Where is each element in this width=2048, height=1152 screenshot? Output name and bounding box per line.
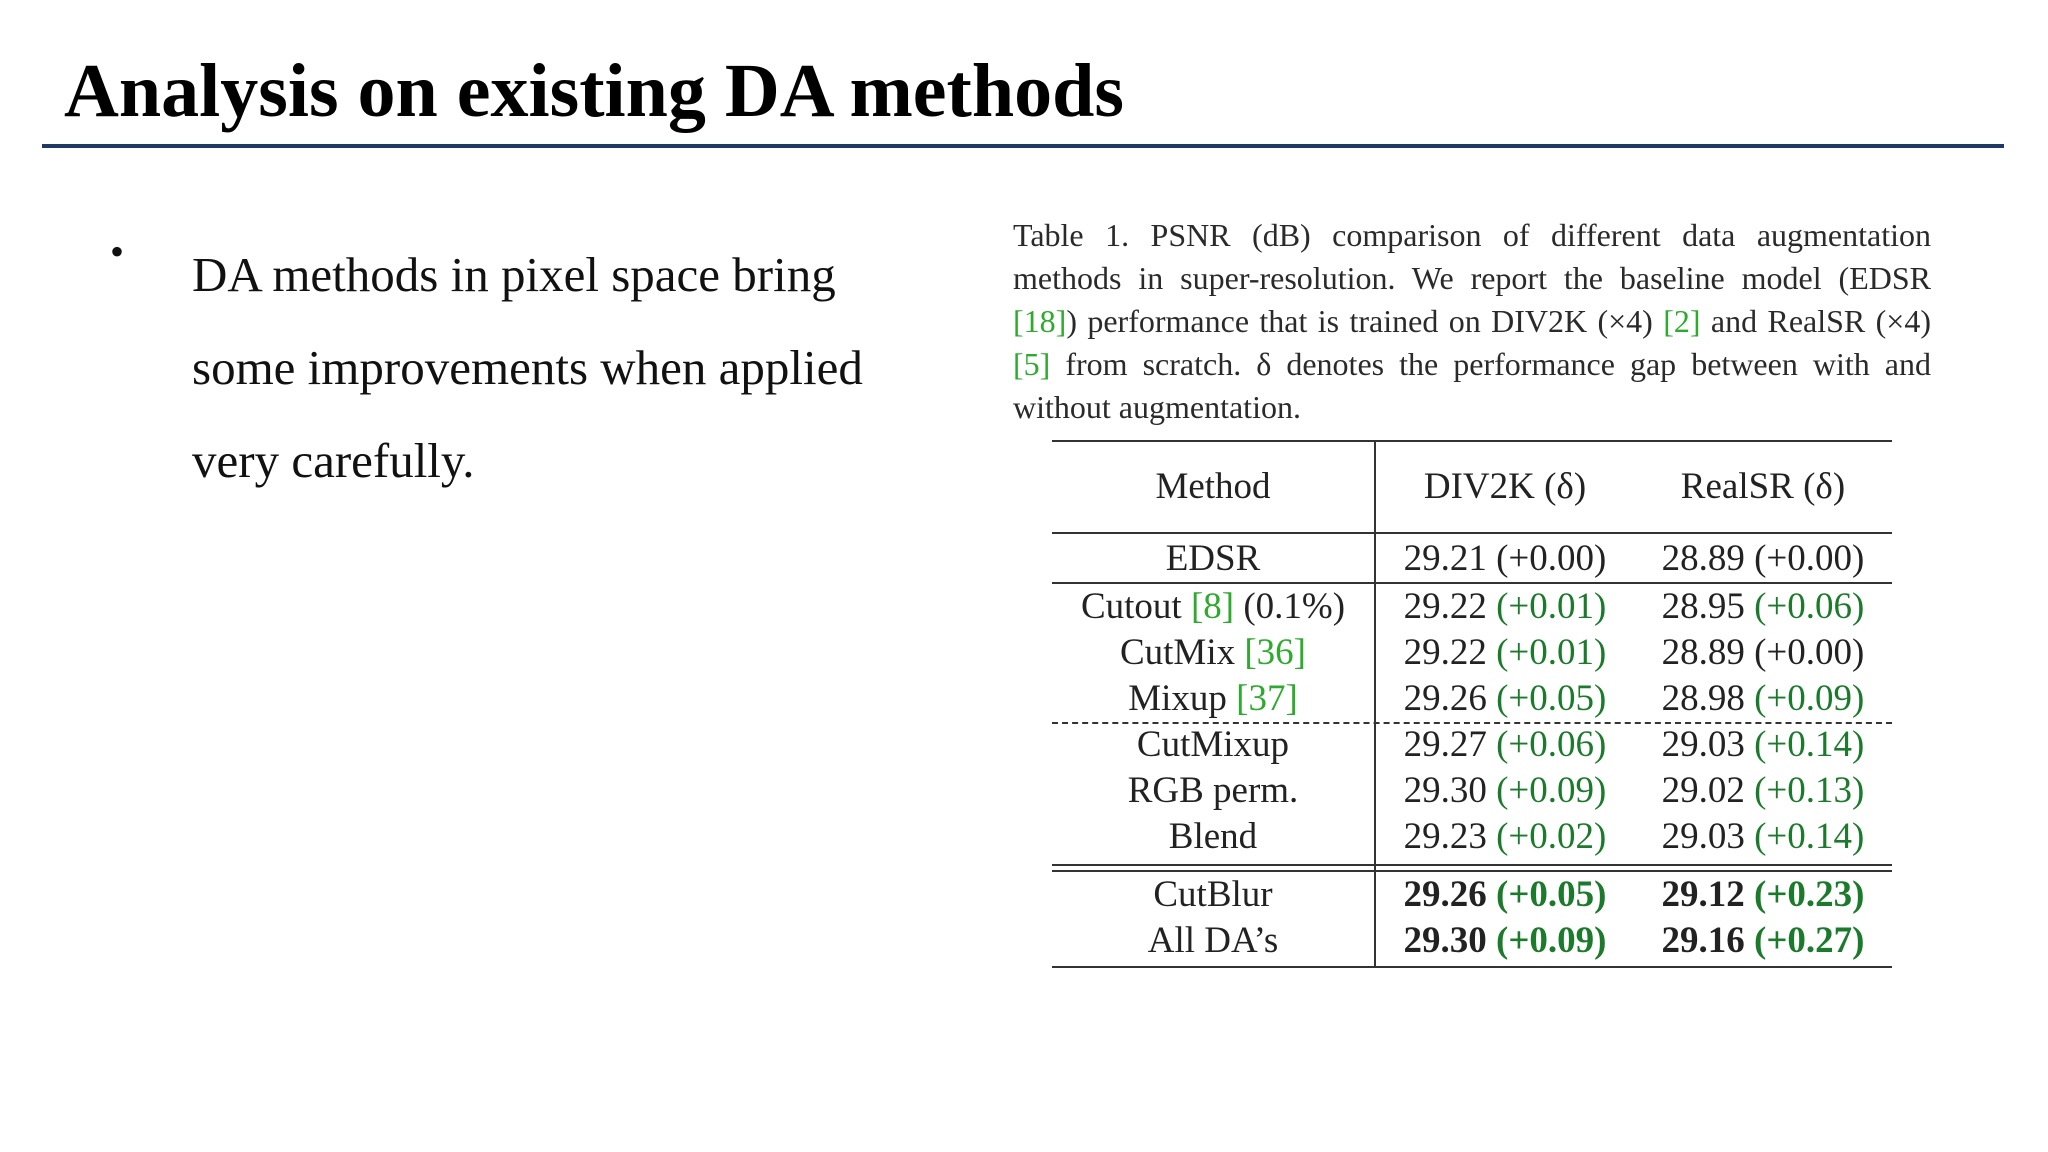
- realsr-cell: 29.03 (+0.14): [1661, 816, 1865, 857]
- table-row-baseline: [1052, 536, 1892, 582]
- header-rule: [1052, 532, 1892, 534]
- table-row: [1052, 630, 1892, 676]
- bullet-point: [110, 228, 930, 507]
- realsr-cell: 29.03 (+0.14): [1661, 724, 1865, 765]
- div2k-cell: 29.21 (+0.00): [1403, 538, 1607, 579]
- realsr-cell: 29.02 (+0.13): [1661, 770, 1865, 811]
- table-row: [1052, 872, 1892, 918]
- method-cell: RGB perm.: [1127, 770, 1299, 811]
- method-cell: Cutout [8] (0.1%): [1080, 586, 1346, 627]
- table-bottom-rule: [1052, 966, 1892, 968]
- div2k-cell: 29.30 (+0.09): [1403, 770, 1607, 811]
- div2k-cell: 29.26 (+0.05): [1403, 874, 1607, 915]
- table-header-row: [1052, 442, 1892, 532]
- bullet-text: DA methods in pixel space bring some improvements when applied very carefully.: [192, 247, 863, 488]
- realsr-cell: 28.89 (+0.00): [1661, 632, 1865, 673]
- div2k-cell: 29.22 (+0.01): [1403, 586, 1607, 627]
- table-row: [1052, 722, 1892, 768]
- slide-title: Analysis on existing DA methods: [64, 49, 1124, 133]
- citation-link-5[interactable]: [5]: [1013, 346, 1051, 382]
- method-cell: CutBlur: [1153, 874, 1273, 915]
- citation-link-18[interactable]: [18]: [1013, 303, 1067, 339]
- citation-link-8[interactable]: [8]: [1190, 586, 1235, 627]
- method-cell: Mixup [37]: [1128, 678, 1298, 719]
- method-cell: EDSR: [1165, 538, 1261, 579]
- header-method: Method: [1155, 466, 1271, 507]
- realsr-cell: 29.16 (+0.27): [1661, 920, 1865, 961]
- div2k-cell: 29.22 (+0.01): [1403, 632, 1607, 673]
- method-cell: All DA’s: [1147, 920, 1279, 961]
- method-cell: CutMix [36]: [1119, 632, 1307, 673]
- caption-text-3: and RealSR (×4): [1700, 303, 1932, 339]
- title-underline: [42, 144, 2004, 148]
- header-div2k: DIV2K (δ): [1423, 466, 1587, 507]
- realsr-cell: 29.12 (+0.23): [1661, 874, 1865, 915]
- caption-text-1: Table 1. PSNR (dB) comparison of different data augmentation methods in super-resolution. We report the baseline model (EDSR: [1013, 217, 1931, 296]
- table-row: [1052, 814, 1892, 860]
- citation-link-36[interactable]: [36]: [1244, 632, 1307, 673]
- header-realsr: RealSR (δ): [1680, 466, 1846, 507]
- div2k-cell: 29.27 (+0.06): [1403, 724, 1607, 765]
- caption-text-2: ) performance that is trained on DIV2K (×4): [1066, 303, 1664, 339]
- table-caption: [1013, 214, 1931, 429]
- double-rule-top: [1052, 864, 1892, 866]
- div2k-cell: 29.30 (+0.09): [1403, 920, 1607, 961]
- method-cell: Blend: [1168, 816, 1258, 857]
- citation-link-37[interactable]: [37]: [1236, 678, 1298, 719]
- bullet-dot-icon: •: [110, 229, 125, 274]
- table-row: [1052, 768, 1892, 814]
- table-row: [1052, 676, 1892, 722]
- realsr-cell: 28.98 (+0.09): [1661, 678, 1865, 719]
- realsr-cell: 28.95 (+0.06): [1661, 586, 1865, 627]
- realsr-cell: 28.89 (+0.00): [1661, 538, 1865, 579]
- div2k-cell: 29.26 (+0.05): [1403, 678, 1607, 719]
- div2k-cell: 29.23 (+0.02): [1403, 816, 1607, 857]
- citation-link-2[interactable]: [2]: [1663, 303, 1701, 339]
- table-row: [1052, 584, 1892, 630]
- method-cell: CutMixup: [1136, 724, 1290, 765]
- table-row: [1052, 918, 1892, 964]
- caption-text-4: from scratch. δ denotes the performance gap between with and without augmentation.: [1013, 346, 1931, 425]
